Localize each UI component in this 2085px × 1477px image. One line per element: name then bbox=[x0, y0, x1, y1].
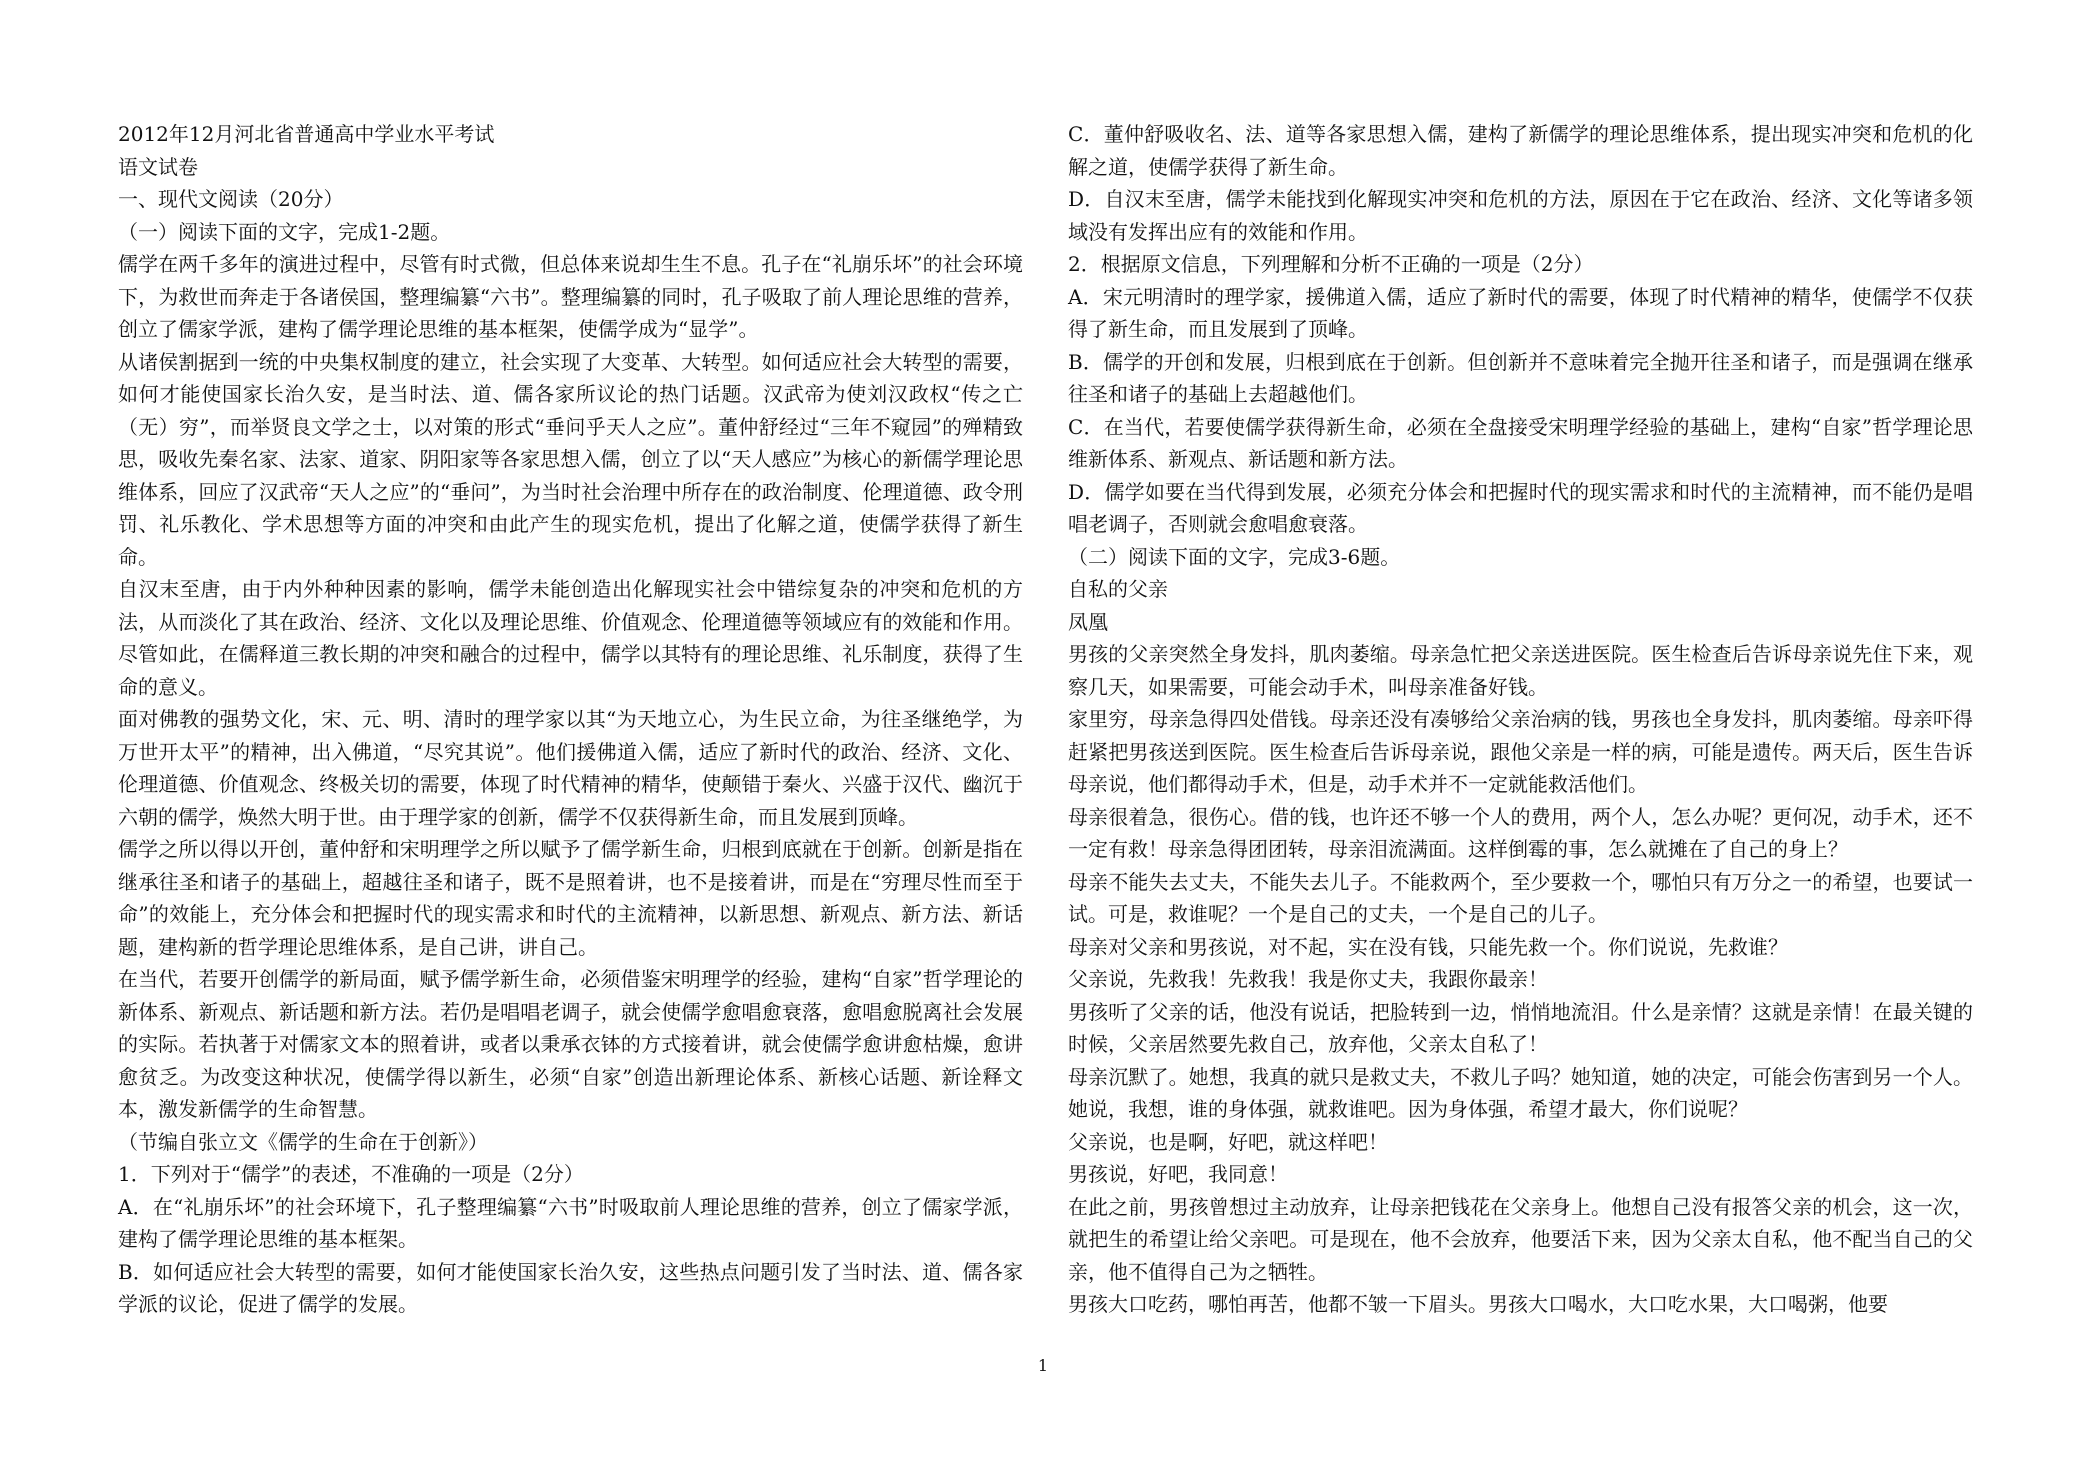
subsection-heading: （二）阅读下面的文字，完成3-6题。 bbox=[1068, 544, 1401, 569]
paragraph: 家里穷，母亲急得四处借钱。母亲还没有凑够给父亲治病的钱，男孩也全身发抖，肌肉萎缩。母亲吓得赶紧把男孩送到医院。医生检查后告诉母亲说，跟他父亲是一样的病，可能是遗传。两天后，医生告诉母亲说，他们都得动手术，但是，动手术并不一定就能救活他们。 bbox=[1068, 707, 1973, 796]
question-stem: 2．根据原文信息，下列理解和分析不正确的一项是（2分） bbox=[1068, 252, 1594, 276]
paragraph: 在此之前，男孩曾想过主动放弃，让母亲把钱花在父亲身上。他想自己没有报答父亲的机会，这一次，就把生的希望让给父亲吧。可是现在，他不会放弃，他要活下来，因为父亲太自私，他不配当自己的父亲，他不值得自己为之牺牲。 bbox=[1068, 1194, 1973, 1284]
answer-option: B．如何适应社会大转型的需要，如何才能使国家长治久安，这些热点问题引发了当时法、道、儒各家学派的议论，促进了儒学的发展。 bbox=[118, 1259, 1023, 1316]
exam-subtitle: 语文试卷 bbox=[118, 154, 198, 179]
paragraph: 母亲对父亲和男孩说，对不起，实在没有钱，只能先救一个。你们说说，先救谁？ bbox=[1068, 934, 1788, 959]
story-title: 自私的父亲 bbox=[1068, 577, 1168, 601]
right-column bbox=[1068, 118, 1973, 1321]
left-column bbox=[118, 118, 1023, 1321]
paragraph: 男孩听了父亲的话，他没有说话，把脸转到一边，悄悄地流泪。什么是亲情？这就是亲情！在最关键的时候，父亲居然要先救自己，放弃他，父亲太自私了！ bbox=[1068, 999, 1973, 1056]
paragraph: 儒学之所以得以开创，董仲舒和宋明理学之所以赋予了儒学新生命，归根到底就在于创新。创新是指在继承往圣和诸子的基础上，超越往圣和诸子，既不是照着讲，也不是接着讲，而是在“穷理尽性而至于命”的效能上，充分体会和把握时代的现实需求和时代的主流精神，以新思想、新观点、新方法、新话题，建构新的哲学理论思维体系，是自己讲，讲自己。 bbox=[118, 837, 1023, 959]
paragraph: 自汉末至唐，由于内外种种因素的影响，儒学未能创造出化解现实社会中错综复杂的冲突和危机的方法，从而淡化了其在政治、经济、文化以及理论思维、价值观念、伦理道德等领域应有的效能和作用。尽管如此，在儒释道三教长期的冲突和融合的过程中，儒学以其特有的理论思维、礼乐制度，获得了生命的意义。 bbox=[118, 577, 1023, 699]
answer-option: C．董仲舒吸收名、法、道等各家思想入儒，建构了新儒学的理论思维体系，提出现实冲突和危机的化解之道，使儒学获得了新生命。 bbox=[1068, 122, 1973, 179]
paragraph: 男孩的父亲突然全身发抖，肌肉萎缩。母亲急忙把父亲送进医院。医生检查后告诉母亲说先住下来，观察几天，如果需要，可能会动手术，叫母亲准备好钱。 bbox=[1068, 642, 1973, 699]
answer-option: D．自汉末至唐，儒学未能找到化解现实冲突和危机的方法，原因在于它在政治、经济、文化等诸多领域没有发挥出应有的效能和作用。 bbox=[1068, 187, 1973, 244]
answer-option: A．在“礼崩乐坏”的社会环境下，孔子整理编纂“六书”时吸取前人理论思维的营养，创立了儒家学派，建构了儒学理论思维的基本框架。 bbox=[118, 1194, 1023, 1251]
story-author: 凤凰 bbox=[1068, 609, 1108, 634]
paragraph: 父亲说，先救我！先救我！我是你丈夫，我跟你最亲！ bbox=[1068, 967, 1548, 991]
paragraph: 母亲沉默了。她想，我真的就只是救丈夫，不救儿子吗？她知道，她的决定，可能会伤害到另一个人。她说，我想，谁的身体强，就救谁吧。因为身体强，希望才最大，你们说呢？ bbox=[1068, 1064, 1973, 1121]
page-number: 1 bbox=[1037, 1356, 1049, 1375]
subsection-heading: （一）阅读下面的文字，完成1-2题。 bbox=[118, 219, 451, 244]
paragraph: 男孩大口吃药，哪怕再苦，他都不皱一下眉头。男孩大口喝水，大口吃水果，大口喝粥，他要 bbox=[1068, 1292, 1888, 1316]
section-heading: 一、现代文阅读（20分） bbox=[118, 187, 344, 211]
exam-title: 2012年12月河北省普通高中学业水平考试 bbox=[118, 122, 495, 146]
paragraph: 在当代，若要开创儒学的新局面，赋予儒学新生命，必须借鉴宋明理学的经验，建构“自家”哲学理论的新体系、新观点、新话题和新方法。若仍是唱唱老调子，就会使儒学愈唱愈衰落，愈唱愈脱离社会发展的实际。若执著于对儒家文本的照着讲，或者以秉承衣钵的方式接着讲，就会使儒学愈讲愈枯燥，愈讲愈贫乏。为改变这种状况，使儒学得以新生，必须“自家”创造出新理论体系、新核心话题、新诠释文本，激发新儒学的生命智慧。 bbox=[118, 967, 1023, 1121]
answer-option: A．宋元明清时的理学家，援佛道入儒，适应了新时代的需要，体现了时代精神的精华，使儒学不仅获得了新生命，而且发展到了顶峰。 bbox=[1068, 284, 1973, 341]
question-stem: 1．下列对于“儒学”的表述，不准确的一项是（2分） bbox=[118, 1162, 584, 1186]
paragraph: 父亲说，也是啊，好吧，就这样吧！ bbox=[1068, 1129, 1388, 1154]
paragraph: 母亲很着急，很伤心。借的钱，也许还不够一个人的费用，两个人，怎么办呢？更何况，动手术，还不一定有救！母亲急得团团转，母亲泪流满面。这样倒霉的事，怎么就摊在了自己的身上？ bbox=[1068, 804, 1973, 861]
answer-option: C．在当代，若要使儒学获得新生命，必须在全盘接受宋明理学经验的基础上，建构“自家”哲学理论思维新体系、新观点、新话题和新方法。 bbox=[1068, 414, 1973, 471]
answer-option: D．儒学如要在当代得到发展，必须充分体会和把握时代的现实需求和时代的主流精神，而不能仍是唱唱老调子，否则就会愈唱愈衰落。 bbox=[1068, 479, 1973, 536]
answer-option: B．儒学的开创和发展，归根到底在于创新。但创新并不意味着完全抛开往圣和诸子，而是强调在继承往圣和诸子的基础上去超越他们。 bbox=[1068, 349, 1973, 406]
source-note: （节编自张立文《儒学的生命在于创新》） bbox=[118, 1129, 488, 1154]
paragraph: 男孩说，好吧，我同意！ bbox=[1068, 1162, 1288, 1186]
paragraph: 母亲不能失去丈夫，不能失去儿子。不能救两个，至少要救一个，哪怕只有万分之一的希望，也要试一试。可是，救谁呢？一个是自己的丈夫，一个是自己的儿子。 bbox=[1068, 869, 1973, 926]
paragraph: 面对佛教的强势文化，宋、元、明、清时的理学家以其“为天地立心，为生民立命，为往圣继绝学，为万世开太平”的精神，出入佛道，“尽究其说”。他们援佛道入儒，适应了新时代的政治、经济、文化、伦理道德、价值观念、终极关切的需要，体现了时代精神的精华，使颠错于秦火、兴盛于汉代、幽沉于六朝的儒学，焕然大明于世。由于理学家的创新，儒学不仅获得新生命，而且发展到顶峰。 bbox=[118, 707, 1023, 829]
paragraph: 儒学在两千多年的演进过程中，尽管有时式微，但总体来说却生生不息。孔子在“礼崩乐坏”的社会环境下，为救世而奔走于各诸侯国，整理编纂“六书”。整理编纂的同时，孔子吸取了前人理论思维的营养，创立了儒家学派，建构了儒学理论思维的基本框架，使儒学成为“显学”。 bbox=[118, 252, 1023, 341]
paragraph: 从诸侯割据到一统的中央集权制度的建立，社会实现了大变革、大转型。如何适应社会大转型的需要，如何才能使国家长治久安，是当时法、道、儒各家所议论的热门话题。汉武帝为使刘汉政权“传之亡（无）穷”，而举贤良文学之士，以对策的形式“垂问乎天人之应”。董仲舒经过“三年不窥园”的殚精致思，吸收先秦名家、法家、道家、阴阳家等各家思想入儒，创立了以“天人感应”为核心的新儒学理论思维体系，回应了汉武帝“天人之应”的“垂问”，为当时社会治理中所存在的政治制度、伦理道德、政令刑罚、礼乐教化、学术思想等方面的冲突和由此产生的现实危机，提出了化解之道，使儒学获得了新生命。 bbox=[118, 349, 1023, 569]
